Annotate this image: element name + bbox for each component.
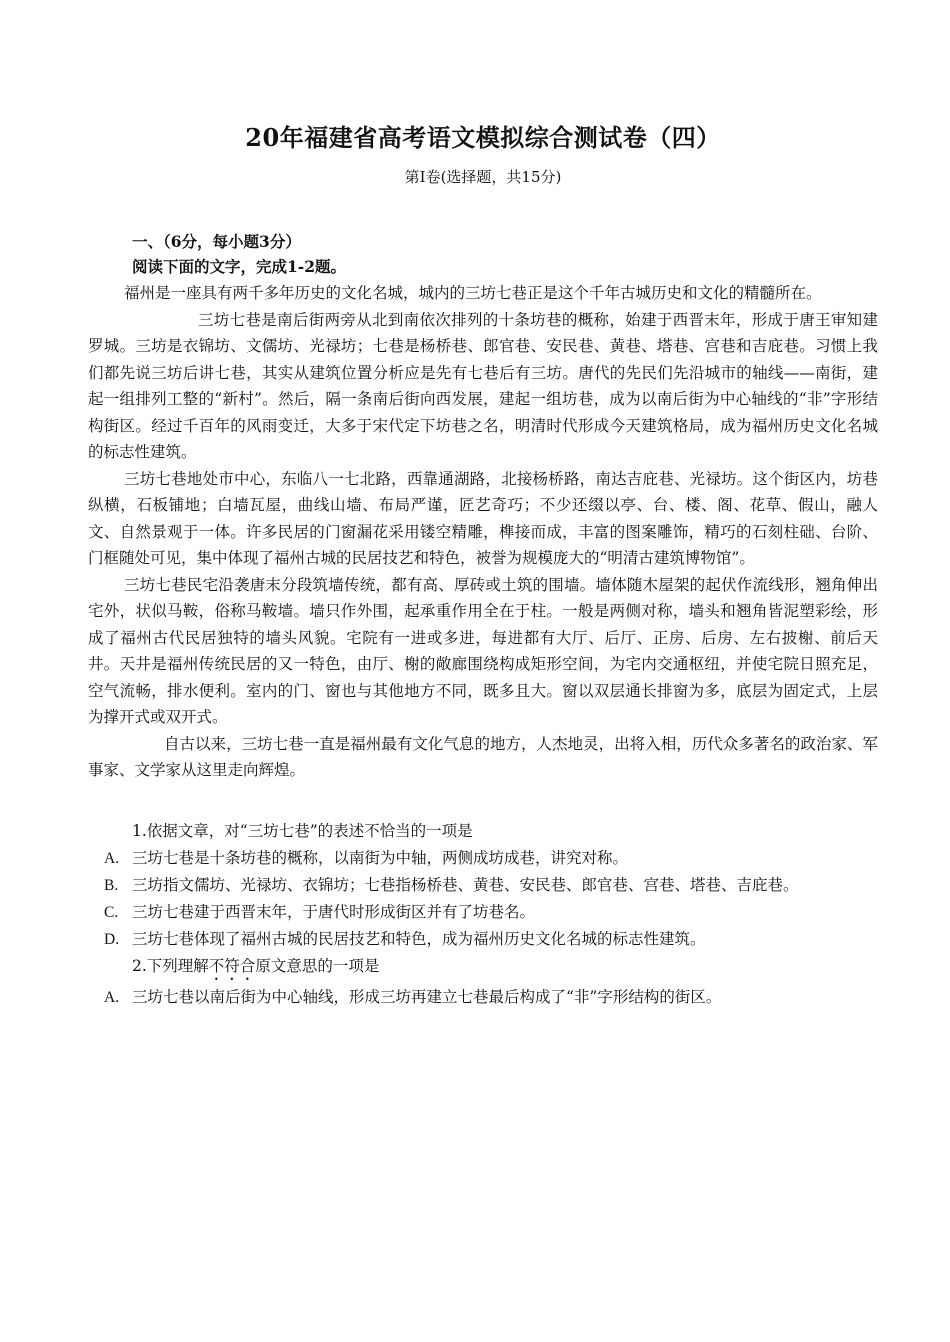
question-1-option-c [88,899,878,926]
section-instruction: 阅读下面的文字，完成1-2题。 [132,257,347,276]
option-letter: D. [104,930,120,948]
option-letter: B. [104,876,119,894]
option-letter: A. [104,988,120,1006]
question-1-option-a [88,845,878,872]
passage-paragraph-4: 三坊七巷民宅沿袭唐末分段筑墙传统，都有高、厚砖或土筑的围墙。墙体随木屋架的起伏作流线形，翘角伸出宅外，状似马鞍，俗称马鞍墙。墙只作外围，起承重作用全在于柱。一般是两侧对称，墙头和翘角皆泥塑彩绘，形成了福州古代民居独特的墙头风貌。宅院有一进或多进，每进都有大厅、后厅、正房、后房、左右披榭、前后天井。天井是福州传统民居的又一特色，由厅、榭的敞廊围绕构成矩形空间，为宅内交通枢纽，并使宅院日照充足，空气流畅，排水便利。室内的门、窗也与其他地方不同，既多且大。窗以双层通长排窗为多，底层为固定式，上层为撑开式或双开式。 [88,575,878,726]
passage-paragraph-1: 福州是一座具有两千多年历史的文化名城，城内的三坊七巷正是这个千年古城历史和文化的精髓所在。 [124,284,822,302]
question-1-option-b [88,872,878,899]
question-2-stem-start: 2.下列理解 [132,956,209,975]
option-text: 三坊指文儒坊、光禄坊、衣锦坊；七巷指杨桥巷、黄巷、安民巷、郎官巷、宫巷、塔巷、吉庇巷。 [132,875,799,894]
passage-paragraph-3: 三坊七巷地处市中心，东临八一七北路，西靠通湖路，北接杨桥路，南达吉庇巷、光禄坊。这个街区内，坊巷纵横，石板铺地；白墙瓦屋，曲线山墙、布局严谨，匠艺奇巧；不少还缀以亭、台、楼、阁、花草、假山，融人文、自然景观于一体。许多民居的门窗漏花采用镂空精雕，榫接而成，丰富的图案雕饰，精巧的石刻柱础、台阶、门框随处可见，集中体现了福州古城的民居技艺和特色，被誉为规模庞大的“明清古建筑博物馆”。 [88,469,878,567]
option-text: 三坊七巷是十条坊巷的概称，以南街为中轴，两侧成坊成巷，讲究对称。 [132,848,629,867]
exam-page [88,120,878,1011]
section-heading: 一、（6分，每小题3分） [132,232,301,251]
question-list [88,818,878,1011]
question-1-stem: 1.依据文章，对“三坊七巷”的表述不恰当的一项是 [132,821,473,840]
passage-paragraph-5: 自古以来，三坊七巷一直是福州最有文化气息的地方，人杰地灵，出将入相，历代众多著名的政治家、军事家、文学家从这里走向辉煌。 [88,734,878,779]
option-text: 三坊七巷以南后街为中心轴线，形成三坊再建立七巷最后构成了“非”字形结构的街区。 [132,987,722,1006]
question-2-stem-emphasis: 不符合 [208,956,256,975]
option-letter: C. [104,903,119,921]
question-2-option-a [88,984,878,1011]
exam-title: 20年福建省高考语文模拟综合测试卷（四） [245,123,721,152]
exam-subtitle: 第Ⅰ卷(选择题，共15分) [404,168,562,186]
option-text: 三坊七巷建于西晋末年，于唐代时形成街区并有了坊巷名。 [132,902,536,921]
question-2-stem-end: 原文意思的一项是 [255,956,380,975]
option-text: 三坊七巷体现了福州古城的民居技艺和特色，成为福州历史文化名城的标志性建筑。 [132,929,706,948]
reading-passage [88,280,878,784]
passage-paragraph-2: 三坊七巷是南后街两旁从北到南依次排列的十条坊巷的概称，始建于西晋末年，形成于唐王审知建罗城。三坊是衣锦坊、文儒坊、光禄坊；七巷是杨桥巷、郎官巷、安民巷、黄巷、塔巷、宫巷和吉庇巷。习惯上我们都先说三坊后讲七巷，其实从建筑位置分析应是先有七巷后有三坊。唐代的先民们先沿城市的轴线——南街，建起一组排列工整的“新村”。然后，隔一条南后街向西发展，建起一组坊巷，成为以南后街为中心轴线的“非”字形结构街区。经过千百年的风雨变迁，大多于宋代定下坊巷之名，明清时代形成今天建筑格局，成为福州历史文化名城的标志性建筑。 [88,310,878,461]
question-2-stem [88,953,878,984]
option-letter: A. [104,849,120,867]
question-1-option-d [88,926,878,953]
